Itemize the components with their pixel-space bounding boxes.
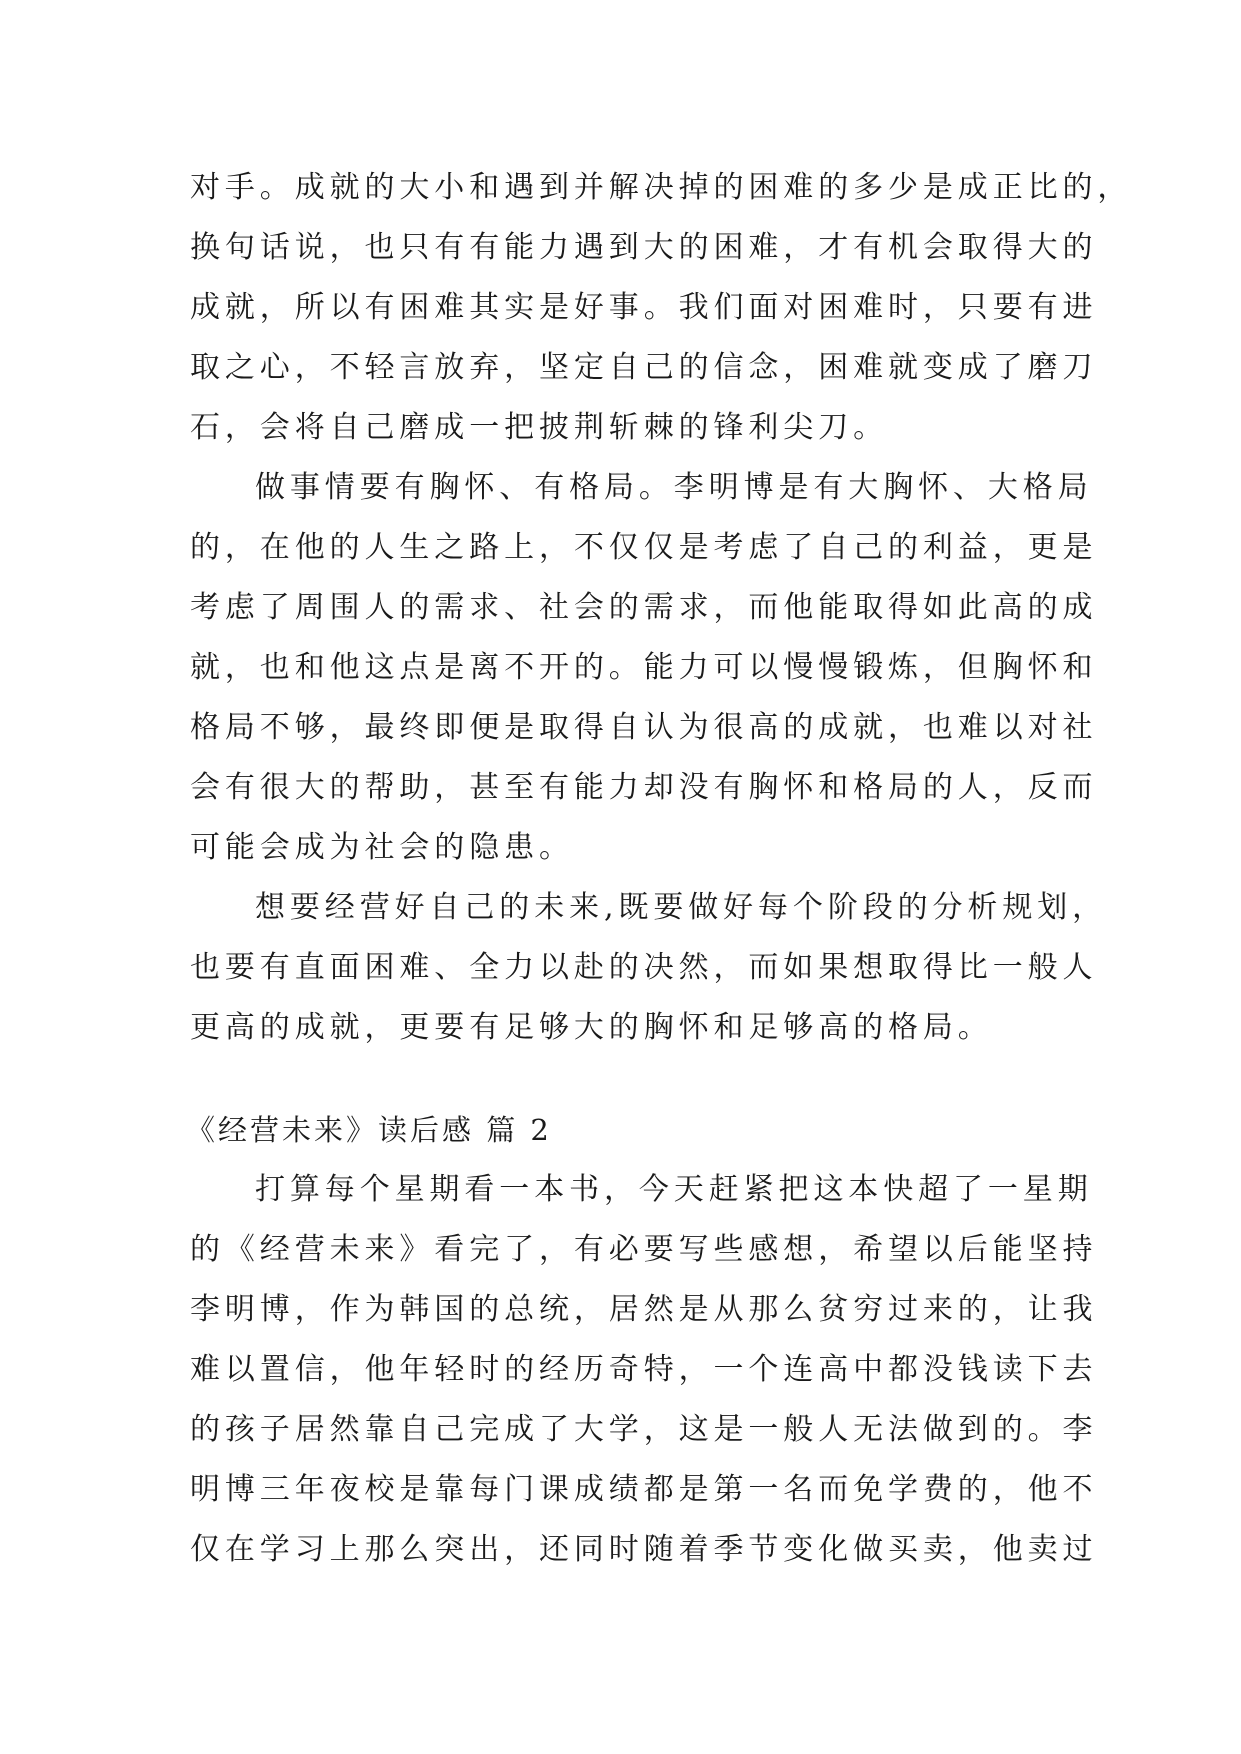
paragraph-line: 更高的成就，更要有足够大的胸怀和足够高的格局。 xyxy=(190,1010,993,1045)
paragraph-line: 可能会成为社会的隐患。 xyxy=(190,830,574,865)
section-heading: 《经营未来》读后感 篇 2 xyxy=(186,1113,552,1147)
paragraph-line: 就，也和他这点是离不开的。能力可以慢慢锻炼，但胸怀和 xyxy=(190,650,1098,685)
paragraph-line: 也要有直面困难、全力以赴的决然，而如果想取得比一般人 xyxy=(190,950,1098,985)
paragraph-line: 想要经营好自己的未来,既要做好每个阶段的分析规划， xyxy=(255,890,1108,925)
paragraph-line: 的孩子居然靠自己完成了大学，这是一般人无法做到的。李 xyxy=(190,1412,1098,1447)
paragraph-line: 打算每个星期看一本书，今天赶紧把这本快超了一星期 xyxy=(255,1172,1093,1207)
paragraph-line: 李明博，作为韩国的总统，居然是从那么贫穷过来的，让我 xyxy=(190,1292,1098,1327)
paragraph-line: 做事情要有胸怀、有格局。李明博是有大胸怀、大格局 xyxy=(255,470,1093,505)
paragraph-line: 取之心，不轻言放弃，坚定自己的信念，困难就变成了磨刀 xyxy=(190,350,1098,385)
paragraph-line: 考虑了周围人的需求、社会的需求，而他能取得如此高的成 xyxy=(190,590,1098,625)
paragraph-line: 明博三年夜校是靠每门课成绩都是第一名而免学费的，他不 xyxy=(190,1472,1098,1507)
paragraph-line: 仅在学习上那么突出，还同时随着季节变化做买卖，他卖过 xyxy=(190,1532,1098,1567)
paragraph-line: 的《经营未来》看完了，有必要写些感想，希望以后能坚持 xyxy=(190,1232,1098,1267)
paragraph-line: 对手。成就的大小和遇到并解决掉的困难的多少是成正比的， xyxy=(190,170,1133,205)
paragraph-line: 换句话说，也只有有能力遇到大的困难，才有机会取得大的 xyxy=(190,230,1098,265)
paragraph-line: 难以置信，他年轻时的经历奇特，一个连高中都没钱读下去 xyxy=(190,1352,1098,1387)
paragraph-line: 会有很大的帮助，甚至有能力却没有胸怀和格局的人，反而 xyxy=(190,770,1098,805)
paragraph-line: 成就，所以有困难其实是好事。我们面对困难时，只要有进 xyxy=(190,290,1098,325)
paragraph-line: 的，在他的人生之路上，不仅仅是考虑了自己的利益，更是 xyxy=(190,530,1098,565)
paragraph-line: 石，会将自己磨成一把披荆斩棘的锋利尖刀。 xyxy=(190,410,888,445)
paragraph-line: 格局不够，最终即便是取得自认为很高的成就，也难以对社 xyxy=(190,710,1098,745)
